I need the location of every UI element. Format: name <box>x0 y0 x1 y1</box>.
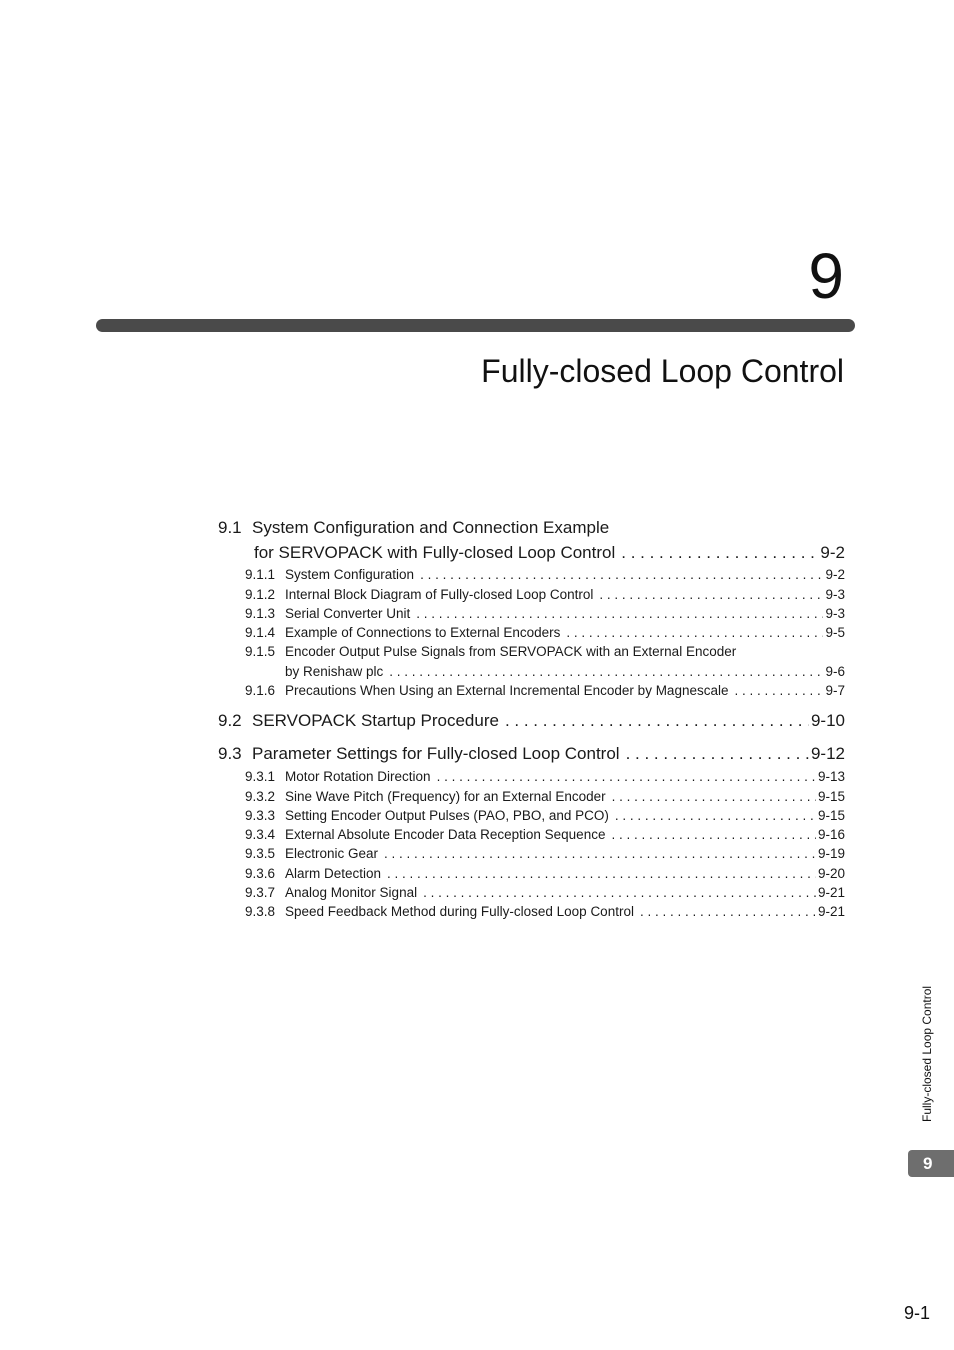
toc-entry-9-3-1[interactable] <box>245 768 845 786</box>
toc-entry-number: 9.3.5 <box>245 846 276 861</box>
toc-entry-9-3-4[interactable] <box>245 826 845 844</box>
dot-leader <box>437 768 816 786</box>
dot-leader <box>566 624 823 642</box>
toc-page-ref: 9-6 <box>825 664 845 679</box>
toc-entry-title: Electronic Gear <box>285 846 379 861</box>
toc-entry-9-3-7[interactable] <box>245 884 845 902</box>
toc-page-ref: 9-13 <box>817 769 845 784</box>
toc-entry-number: 9.3.6 <box>245 866 276 881</box>
toc-section-number: 9.1 <box>218 518 242 537</box>
toc-section-title: System Configuration and Connection Example <box>252 518 610 537</box>
toc-entry-9-1-4[interactable] <box>245 624 845 642</box>
toc-entry-title: Example of Connections to External Encoders <box>285 625 561 640</box>
dot-leader <box>599 586 823 604</box>
toc-entry-number: 9.3.3 <box>245 808 276 823</box>
toc-entry-title: Sine Wave Pitch (Frequency) for an External Encoder <box>285 789 606 804</box>
toc-entry-title: Setting Encoder Output Pulses (PAO, PBO, and PCO) <box>285 808 609 823</box>
chapter-number: 9 <box>808 240 844 312</box>
toc-entry-number: 9.1.5 <box>245 644 276 659</box>
toc-entry-title: Analog Monitor Signal <box>285 885 418 900</box>
dot-leader <box>389 663 823 681</box>
toc-entry-9-1-5-line2[interactable] <box>285 663 845 681</box>
dot-leader <box>734 682 823 700</box>
dot-leader <box>611 826 816 844</box>
chapter-title: Fully-closed Loop Control <box>481 353 844 389</box>
toc-page-ref: 9-5 <box>825 625 845 640</box>
toc-section-number: 9.3 <box>218 744 242 763</box>
dot-leader <box>621 542 818 564</box>
toc-entry-title: Internal Block Diagram of Fully-closed Loop Control <box>285 587 594 602</box>
toc-entry-number: 9.1.1 <box>245 567 276 582</box>
dot-leader <box>615 807 816 825</box>
toc-section-title-continued: for SERVOPACK with Fully-closed Loop Control <box>254 543 616 562</box>
toc-page-ref: 9-15 <box>817 808 845 823</box>
toc-page-ref: 9-12 <box>810 744 845 763</box>
toc-page-ref: 9-20 <box>817 866 845 881</box>
toc-entry-number: 9.1.6 <box>245 683 276 698</box>
toc-entry-9-3-2[interactable] <box>245 788 845 806</box>
toc-entry-title: Speed Feedback Method during Fully-closed Loop Control <box>285 904 634 919</box>
dot-leader <box>640 903 816 921</box>
toc-page-ref: 9-21 <box>817 885 845 900</box>
page-number: 9-1 <box>903 1303 930 1323</box>
toc-entry-title: Serial Converter Unit <box>285 606 411 621</box>
toc-section-9-2[interactable] <box>218 710 845 732</box>
toc-entry-number: 9.1.2 <box>245 587 276 602</box>
toc-page-ref: 9-7 <box>825 683 845 698</box>
toc-entry-number: 9.3.7 <box>245 885 276 900</box>
toc-entry-number: 9.1.4 <box>245 625 276 640</box>
toc-section-9-1-line2[interactable] <box>254 542 845 564</box>
toc-entry-number: 9.3.2 <box>245 789 276 804</box>
toc-page-ref: 9-16 <box>817 827 845 842</box>
toc-entry-number: 9.3.1 <box>245 769 276 784</box>
toc-entry-9-1-6[interactable] <box>245 682 845 700</box>
side-chapter-label: Fully-closed Loop Control <box>920 985 934 1122</box>
toc-page-ref: 9-2 <box>820 543 845 562</box>
toc-page-ref: 9-15 <box>817 789 845 804</box>
toc-entry-title: External Absolute Encoder Data Reception Sequence <box>285 827 606 842</box>
toc-page-ref: 9-3 <box>825 587 845 602</box>
dot-leader <box>423 884 816 902</box>
toc-entry-number: 9.3.4 <box>245 827 276 842</box>
chapter-divider-bar <box>96 319 855 332</box>
dot-leader <box>626 743 809 765</box>
toc-section-title: SERVOPACK Startup Procedure <box>252 711 499 730</box>
toc-entry-9-1-2[interactable] <box>245 586 845 604</box>
toc-entry-9-1-1[interactable] <box>245 566 845 584</box>
toc-entry-9-3-5[interactable] <box>245 845 845 863</box>
toc-section-title: Parameter Settings for Fully-closed Loop Control <box>252 744 620 763</box>
dot-leader <box>387 865 816 883</box>
dot-leader <box>384 845 816 863</box>
toc-section-9-3[interactable] <box>218 743 845 765</box>
toc-entry-9-3-8[interactable] <box>245 903 845 921</box>
toc-entry-number: 9.3.8 <box>245 904 276 919</box>
toc-entry-number: 9.1.3 <box>245 606 276 621</box>
dot-leader <box>505 710 809 732</box>
dot-leader <box>416 605 823 623</box>
toc-entry-title: System Configuration <box>285 567 415 582</box>
dot-leader <box>612 788 816 806</box>
toc-entry-title: Alarm Detection <box>285 866 382 881</box>
chapter-thumb-tab[interactable]: 9 <box>908 1150 954 1177</box>
toc-page-ref: 9-10 <box>810 711 845 730</box>
toc-entry-title: Precautions When Using an External Incremental Encoder by Magnescale <box>285 683 729 698</box>
dot-leader <box>420 566 823 584</box>
toc-page-ref: 9-2 <box>825 567 845 582</box>
toc-entry-title: Encoder Output Pulse Signals from SERVOPACK with an External Encoder <box>285 644 737 659</box>
toc-entry-title: Motor Rotation Direction <box>285 769 431 784</box>
toc-entry-9-1-3[interactable] <box>245 605 845 623</box>
toc-page-ref: 9-21 <box>817 904 845 919</box>
toc-page-ref: 9-3 <box>825 606 845 621</box>
toc-entry-9-3-3[interactable] <box>245 807 845 825</box>
toc-page-ref: 9-19 <box>817 846 845 861</box>
toc-entry-9-3-6[interactable] <box>245 865 845 883</box>
toc-section-number: 9.2 <box>218 711 242 730</box>
toc-entry-title-continued: by Renishaw plc <box>285 664 384 679</box>
toc-section-9-1-line1[interactable] <box>218 517 609 539</box>
toc-entry-9-1-5-line1[interactable] <box>245 643 736 661</box>
